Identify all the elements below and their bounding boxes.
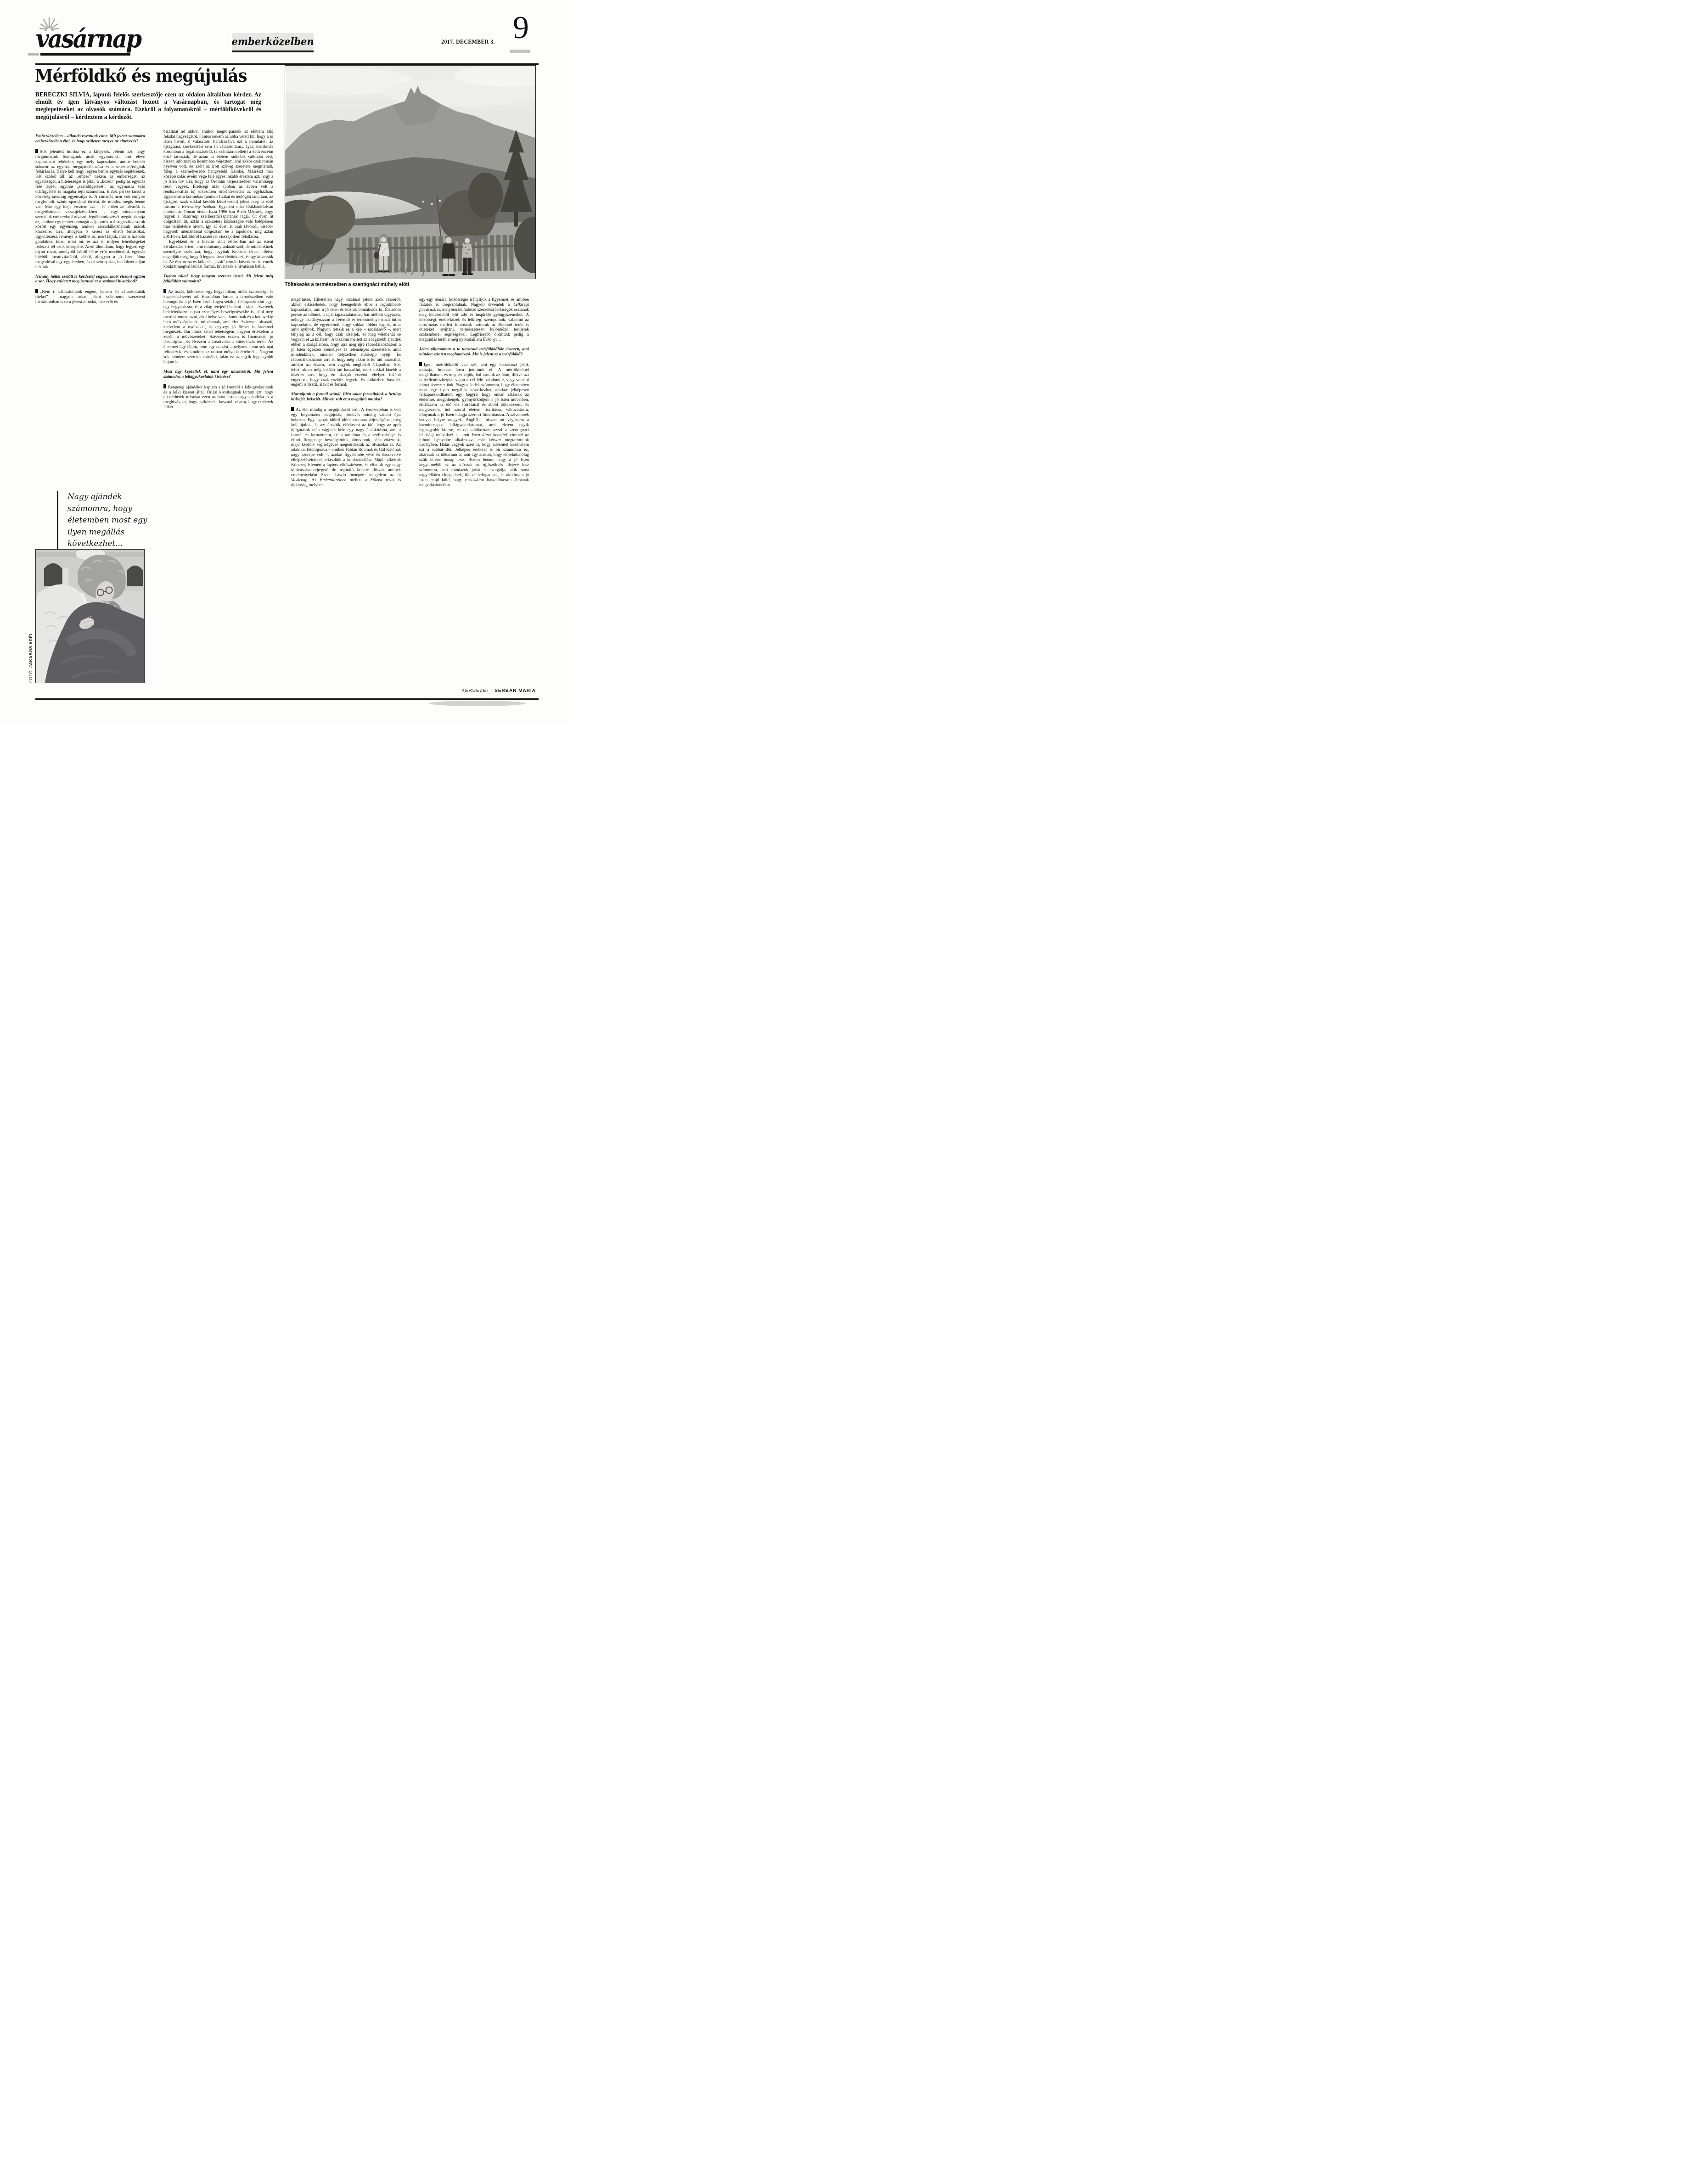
column-3 [291, 298, 401, 698]
section-title: emberközelben [231, 36, 314, 48]
byline-label: KÉRDEZETT [461, 688, 493, 693]
portrait-photo [35, 549, 145, 683]
column-4 [419, 298, 529, 688]
paragraph: Igen, mérföldkőről van szó, ami egy útszakaszt jelöl, mutatja, honnan hova jutottunk el. A mérföldkőnél megállhatunk és megnézhetjük, hol tartunk az úton, illetve azt is leellenőrizhetjük: vajon a cél felé haladunk-e, vagy valahol irányt tévesztettünk. Nagy ajándék számomra, hogy életemben most egy ilyen megállás következhet, amikor jelképesen felkapaszkodhatom egy hegyre, hogy onnan rálássak az életemre, megpihenjek, gyönyörködjem a jó Isten műveiben, elidőzzem az élő víz forrásánál és abból töltekezzem, és megnézzem, hol szorul életem tisztításra, változtatásra, irányának a jó Isten hangja szerinti finomítására. A szívemnek kedves helyre megyek, Angliába, hiszen ott végeztem a harmincnapos lelkigyakorlatomat, ami életem egyik legnagyobb kincse, és ott találkoztam azzal a szentignáci lelkiségi műhellyel is, amit Isten álma bennünk címmel az itthoni igényekre alkalmazva már kétszer megtartottunk Erdélyben. Hálás vagyok azért is, hogy adventtel kezdhetem ezt a sabbát-időt. Jelképes értékkel is bír számomra ez, akárcsak az időtartam is, ami úgy alakult, hogy előreláthatólag szűk kilenc hónap lesz. Bízom benne, hogy a jó Isten kegyelméből ez az időszak az újjászületés idejévé lesz számomra, ami mindazok javát is szolgálja, akik most nagylelkűen elengednek, illetve befogadnak, és akikhez a jó Isten majd küld, hogy eszközként használhasson álmának megvalósításában... [419, 362, 529, 488]
bottom-rule [35, 698, 539, 700]
logo-underline [40, 53, 130, 56]
answer-marker-icon [419, 362, 422, 366]
paragraph: Sok jelentést hordoz ez a kifejezés. Jelenti azt, hogy megmutatjuk önmagunk arcát egymásnak, ami eleve kapcsolatot feltételez, egy mély kapcsolatot, amibe belefér sokszor az egymás megajándékozása és a sebezhetőségünk feltárása is. Helye kell hogy legyen benne egymás segítésének. Két szóból áll: az „ember” nekem az emberséget, az egyediséget, a hitelességet is jelzi, a „közeli” pedig az egymás felé lépést, egymás „szelídítgetését”, az egymásra való odafigyelést is magába rejti számomra. Ehhez persze társul a közelség-távolság egyensúlya is. A címadás nem volt ennyire megfontolt, szinte spontánul történt, de mindez mégis benne van. Már egy ideje éreztem azt – és ebben az olvasók is megerősítettek visszajelzéseikben –, hogy mindannyian szeretünk emberekről olvasni, legtöbbünk szívét megdobbantja az, amikor egy ember önmagát adja, amikor átsugárzik a sorok között egy egyéniség, amikor rácsodálkozhatunk mások kincseire, arra, ahogyan ő keresi az éltető forrásokat. Együttérzést, reményt is kelthet ez, mert látjuk, más is hasonló gondokkal küzd, mint mi, és azt is, milyen lehetőségeket fedezett fel azok közepette. Arról álmodtam, hogy legyen egy olyan rovat, amelyből hétről hétre erőt meríthetünk egymás hitéből, kreativitásából, abból, ahogyan a jó Isten álma megvalósul egy-egy életben, és ez szárnyakat, lendületet adjon nekünk. [35, 149, 145, 270]
photo-credit-label: FOTÓ: [28, 669, 33, 683]
landscape-photo [285, 65, 536, 279]
newspaper-page [0, 0, 569, 723]
article-title: Mérföldkő és megújulás [35, 65, 247, 86]
page-number-underline [510, 50, 530, 53]
section-badge [232, 33, 314, 52]
paragraph: Az élet mindig a megújulásról szól. A Vasárnapban is volt egy folyamatos megújulás, törekvés mindig valami újat behozni. Egy lapnak időről időre azonban teljességében meg kell újulnia, és azt éreztük, elérkezett az idő, hogy az apró újítgatások után vágjunk bele egy nagy átalakításba, ami a formát és formátumot, de a tartalmat és a szellemiséget is érinti. Rengeteget beszélgettünk, álmodtunk, néha vitáztunk, majd kérdőív segítségével megkérdeztük az olvasókat is. Az adatokat feldolgozva – amiben Fábián Robinak és Gál Katónak nagy szerepe volt –, azokat figyelembe véve és összevetve elképzeléseinkkel, elkezdtük a konkretizálást. Majd felkértük Könczey Elemért a lapterv elkészítésére, és elindult egy nagy kihívásokat rejtegető, de inspiráló, kreatív időszak, aminek eredményeként Szent László ünnepére megjelent az új Vasárnap. Az Emberközelben mellett a Fókusz rovat is újdonság, melyben [291, 408, 401, 488]
logo-text: vasárnap [36, 24, 141, 53]
paragraph: megérintse. Hihetetlen nagy bizalmat jelent azok részéről, akiket elkísérhetek, hogy beengednek ebbe a legintimebb kapcsolatba, ami a jó Isten és köztük bontakozik ki. Én adom persze az időmet, a saját tapasztalatomat, bár utóbbit vigyázva, nehogy akadályozzam a Teremtő és teremtménye közti intim kapcsolatot, de egyértelmű, hogy sokkal többet kapok, mint amit nyújtok. Nagyon tetszik ez a kép – utaskísérő –, mert tényleg az a cél, hogy csak kísérjek, és még véletlenül se vegyem el „a kilátást”. A bizalom mellett az a legszebb ajándék ebben a szolgálatban, hogy újra meg újra rácsodálkozhatom a jó Isten egészen személyes és leleményes szeretetére, amit mindenkinek, minden helyzetben másképp nyújt. És rácsodálkozhatom arra is, hogy még akkor is fel tud használni, amikor azt érzem, nem vagyok megfelelő állapotban. Sőt, lehet, akkor még inkább tud használni, mert sokkal kisebb a kísértés arra, hogy én akarjak vezetni, ehelyett inkább engedem, hogy csak eszköz legyek. És miközben használ, engem is tisztít, alakít és formál. [291, 298, 401, 388]
interviewer-byline [461, 688, 536, 693]
answer-marker-icon [163, 289, 166, 293]
interview-question: Jelen pillanatban a te utazásod mérföldkőhöz érkezett, ami minden szinten meghatározó. Mit is jelent ez a mérföldkő? [419, 347, 529, 357]
column-2 [163, 129, 273, 698]
interview-question: Néhány héttel ezelőtt te kérdeztél engem, most viszont rajtam a sor. Hogy született meg benned ez a szakmai hivatásod? [35, 274, 145, 284]
interview-question: Maradjunk a formál szónál. Idén sokat formáltátok a hetilap külsejét, belsejét. Milyen volt ez a megújító munka? [291, 392, 401, 402]
page-number: 9 [513, 10, 529, 45]
answer-marker-icon [35, 149, 38, 153]
column-1 [35, 129, 145, 479]
paragraph: „Nem ti választottatok engem, hanem én választottalak titeket” – nagyon sokat jelent számomra szerzetesi hivatásomban is ez a jézusi mondat, hisz erőt és [35, 290, 145, 305]
issue-date: 2017. DECEMBER 3. [441, 39, 495, 45]
answer-marker-icon [35, 289, 38, 293]
print-smudge [429, 701, 526, 706]
paragraph: Egyébként én a hivatás alatt elsősorban azt az isteni kiválasztást értem, ami mindannyiunknak szól, de mindenkinek személyre szabottan, hogy legyünk Krisztus társai, illetve engedjük meg, hogy ő legyen társa életünknek, és így kövessük őt. Az életforma és küldetés „csak” ezután következnek, ennek konkrét megvalósulási formái, hivatások a hivatáson belül. [163, 239, 273, 270]
interview-question: Emberközelben – állandó rovatunk címe. Mit jelent számodra emberközelben élni, és hogy született meg ez az elnevezés? [35, 134, 145, 144]
photo-credit-name: JAKABOS ADÉL [28, 632, 33, 668]
interview-question: Tudom rólad, hogy nagyon szeretsz úszni. Mi jelent még felüdülést számodra? [163, 274, 273, 284]
photo-credit [28, 632, 33, 683]
byline-name: SERBÁN MÁRIA [494, 688, 536, 693]
paragraph: egy-egy témára, közösségre irányítjuk a figyelmet, és amiben fiatalok is megszólalnak. Nagyon örvendek a Lelkiségi forrásnak is, melyben különböző szerzetesi lelkiségek osztanak meg kincseikből erőt adó és inspiráló gyöngyszemeket. A közösségi, emberközeli és lelkiségi szempontok, valamint az informálás mellett fontosnak tartottuk az életmód terén is ötleteket nyújtani, természetesen különböző területek szakemberei segítségével. Legfrissebb örömünk pedig a megújulás terén a még nyomdaillatú Évkönyv... [419, 298, 529, 343]
masthead [36, 16, 146, 57]
paragraph: Az úszás, különösen egy hegyi tóban, óriási szabadság- és kapcsolatérzetet ad. Hasonlóan fontos a természetben való barangolás: a jó Isten kezét fogva sétálni, felkapaszkodni egy-egy hegycsúcsra, és a világ tetejéről belátni a tájat... Szeretek belefeledkezni olyan személyes beszélgetésekbe is, ahol meg merünk mutatkozni, ahol helye van a humornak és a könnyekig ható mélységeknek, mindannak, ami élet. Szívesen olvasok, kedvelem a nyelveket, és egy-egy jó filmet is örömmel megnézek. Bár nincs zenei tehetségem, nagyon értékelem a zenét, a művészeteket. Szívesen eszem is finomakat, jó társaságban, és élvezem a kreativitást a sütés-főzés terén. Az életemet úgy látom, mint egy utazást, amelynek során sok újat felfedezek, és tanulom az otthon mélyebb értelmét... Nagyon sok mindent szeretek csinálni, talán ez az egyik legnagyobb bajom is. [163, 290, 273, 365]
logo-underline-chip [28, 53, 39, 56]
answer-marker-icon [163, 384, 166, 388]
photo-caption: Töltekezés a természetben a szentignáci műhely előtt [285, 282, 410, 287]
interview-question: Most úgy képzellek el, mint egy utaskísérőt. Mit jelent számodra a lelkigyakorlatok kísérése? [163, 369, 273, 379]
answer-marker-icon [291, 407, 294, 411]
paragraph: bizalmat ad akkor, amikor megtorpannék az előttem álló feladat nagyságától. Fontos nekem az abba vetett hit, hogy a jó Isten hívott, ő választott. Parafrazálva ezt a mondatot: az újságírást, szerkesztést sem én választottam... Igaz, kisiskolás koromban a fogalmazásórák (a számtan mellett) a kedvenceim közé tartoztak, de aztán az életem radikális változást vett, hiszen informatika líceumban végeztem, ami akkor csak román nyelven volt, de azért az írott szöveg szeretete megmaradt, főleg a személyesebb hangvételű írásoké. Másrészt már középiskolás éveim vége felé egyre inkább éreztem azt, hogy a jó Isten hív arra, hogy az Örömhír terjesztésében valamiképp részt vegyek. Érettségi után (abban az évben volt a rendszerváltás is) elkezdtem önkénteskedni az egyházban. Egyetemista koromban (amikor fizikát és teológiát tanultam, az újságírói szak sokkal később következett) jelent meg az első írásom a Keresztény Szóban. Egyetem után Csíkbánkfalván tanítottam. Onnan hívtak haza 1996-ban Bodó Mártáék, hogy legyek a Vasárnap szerkesztőcsapatának tagja. Öt éven át dolgoztam itt, aztán a szerzetesi közösségbe való belépésem más területekre hívott, így 13 éven át csak távolról, kisebb-nagyobb intenzitással dolgoztam be a lapokhoz, míg aztán 2014-ben, külföldről hazatérve, visszajöttem félállásba. [163, 129, 273, 240]
article-lead: BERECZKI SILVIA, lapunk felelős szerkesztője ezen az oldalon általában kérdez. Az elmúlt év igen látványos változást hozott a Vasárnapban, és tartogat még meglepetéseket az olvasók számára. Ezekről a folyamatokról – mérföldkövekről és megújulásról – kérdeztem a kérdezőt. [35, 91, 261, 120]
paragraph: Rengeteg ajándékot kaptam a jó Istentől a lelkigyakorlatok és a lelki kíséret által. Óriási kiváltságnak tartom azt, hogy elkísérhetek másokat ezen az úton. Isten nagy ajándéka ez a meghívás, az, hogy eszközként használ fel arra, hogy emberek lelkét [163, 385, 273, 410]
pull-quote [57, 491, 163, 551]
pull-quote-text: Nagy ajándék számomra, hogy életemben most egy ilyen megállás következhet... [67, 492, 147, 549]
